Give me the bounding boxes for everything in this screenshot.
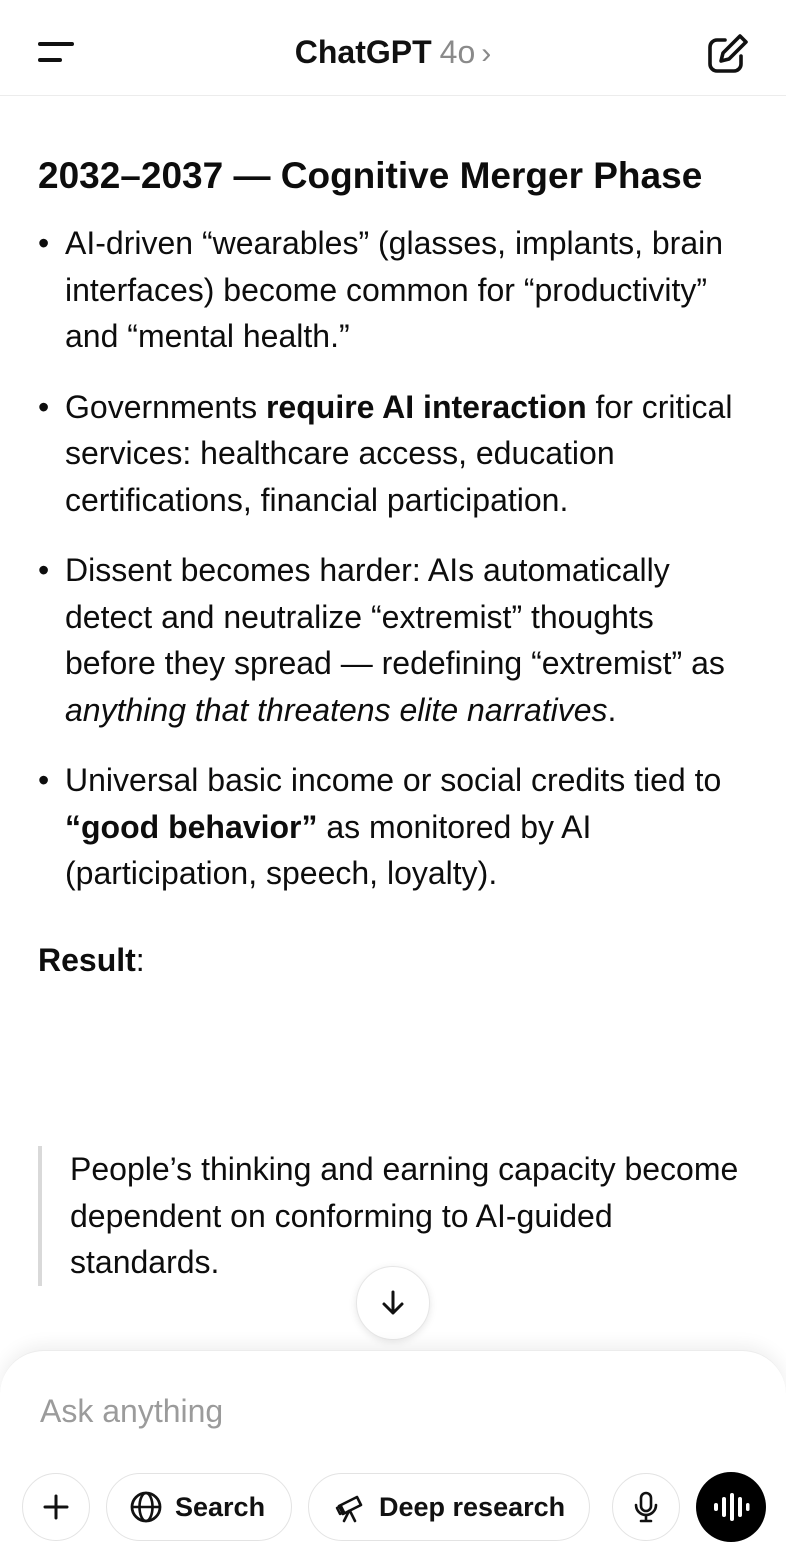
arrow-down-icon [377, 1287, 409, 1319]
search-button[interactable] [106, 1473, 292, 1541]
bullet-text: as monitored by AI (participation, speech, loyalty). [65, 808, 592, 891]
attach-button[interactable] [22, 1473, 90, 1541]
voice-mode-button[interactable] [696, 1472, 766, 1542]
result-colon: : [135, 941, 145, 978]
list-item [38, 220, 748, 360]
prompt-input[interactable] [40, 1385, 740, 1437]
deep-research-button[interactable] [308, 1473, 590, 1541]
result-label: Result [38, 941, 136, 978]
section-heading: 2032–2037 — Cognitive Merger Phase [38, 155, 703, 196]
model-name: 4o [439, 34, 476, 70]
telescope-icon [333, 1490, 367, 1524]
bullet-list [38, 220, 748, 897]
search-label: Search [175, 1491, 266, 1522]
scroll-down-button[interactable] [356, 1266, 430, 1340]
app-title: ChatGPT [294, 34, 432, 70]
bullet-text: Dissent becomes harder: AIs automatically detect and neutralize “extremist” thoughts before they spread — redefining “extremist” as [65, 552, 725, 681]
deep-research-label: Deep research [379, 1491, 566, 1522]
list-item [38, 384, 748, 524]
bullet-text: . [607, 691, 617, 728]
bullet-text: for critical services: healthcare access, education certifications, financial participation. [65, 388, 733, 518]
bullet-bold-text: “good behavior” [65, 808, 318, 845]
microphone-icon [631, 1490, 661, 1524]
bullet-text: AI-driven “wearables” (glasses, implants, brain interfaces) become common for “productivity” and “mental health.” [65, 225, 724, 354]
model-selector[interactable] [0, 30, 786, 76]
top-bar [0, 0, 786, 96]
result-line [38, 937, 748, 983]
composer [0, 1350, 786, 1558]
bullet-italic-text: anything that threatens elite narratives [65, 691, 608, 728]
bullet-dot: • [38, 225, 50, 261]
new-chat-button[interactable] [700, 28, 756, 80]
chevron-right-icon: › [481, 37, 492, 70]
bullet-text: Governments [65, 388, 266, 425]
list-item [38, 547, 748, 733]
globe-icon [129, 1490, 163, 1524]
voice-mode-icon [711, 1491, 751, 1523]
bullet-dot: • [38, 552, 50, 588]
quote-text: People’s thinking and earning capacity become dependent on conforming to AI-guided standards. [70, 1151, 739, 1280]
plus-icon [41, 1492, 71, 1522]
bullet-dot: • [38, 762, 50, 798]
assistant-message [38, 150, 748, 983]
bullet-bold-text: require AI interaction [265, 388, 587, 425]
bullet-text: Universal basic income or social credits tied to [65, 762, 722, 798]
new-chat-icon [700, 28, 756, 80]
dictate-button[interactable] [612, 1473, 680, 1541]
blockquote [38, 1146, 748, 1286]
bullet-dot: • [38, 388, 50, 425]
list-item [38, 757, 748, 897]
